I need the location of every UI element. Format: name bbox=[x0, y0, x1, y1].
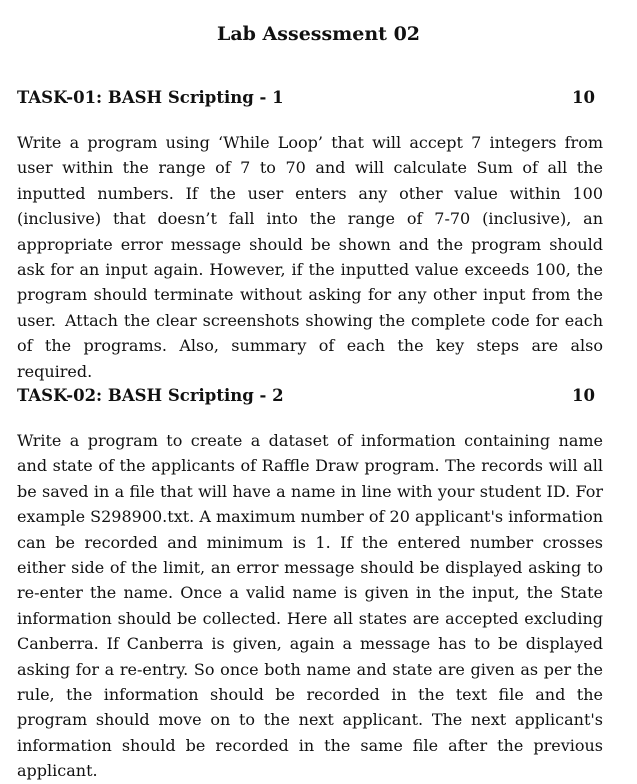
task-1-submission-note: Attach the clear screenshots showing the complete code for each of the programs. Also, summary of each the key steps are also required. bbox=[17, 311, 603, 381]
task-2-heading bbox=[17, 385, 595, 407]
task-2-title: TASK-02: BASH Scripting - 2 bbox=[17, 386, 284, 405]
task-2-description: Write a program to create a dataset of information containing name and state of the applicants of Raffle Draw program. The records will all be saved in a file that will have a name in line with your student ID. For example S298900.txt. A maximum number of 20 applicant's information can be recorded and minimum is 1. If the entered number crosses either side of the limit, an error message should be displayed asking to re-enter the name. Once a valid name is given in the input, the State information should be collected. Here all states are accepted excluding Canberra. If Canberra is given, again a message has to be displayed asking for a re-entry. So once both name and state are given as per the rule, the information should be recorded in the text file and the program should move on to the next applicant. The next applicant's information should be recorded in the same file after the previous applicant. bbox=[17, 431, 603, 781]
task-1-description: Write a program using ‘While Loop’ that will accept 7 integers from user within the range of 7 to 70 and will calculate Sum of all the inputted numbers. If the user enters any other value within 100 (inclusive) that doesn’t fall into the range of 7-70 (inclusive), an appropriate error message should be shown and the program should ask for an input again. However, if the inputted value exceeds 100, the program should terminate without asking for any other input from the user. bbox=[17, 133, 603, 330]
task-1-title: TASK-01: BASH Scripting - 1 bbox=[17, 88, 284, 107]
task-1-marks: 10 bbox=[572, 88, 595, 107]
document-title: Lab Assessment 02 bbox=[216, 23, 421, 45]
task-1-heading bbox=[17, 87, 595, 109]
task-2-marks: 10 bbox=[572, 386, 595, 405]
